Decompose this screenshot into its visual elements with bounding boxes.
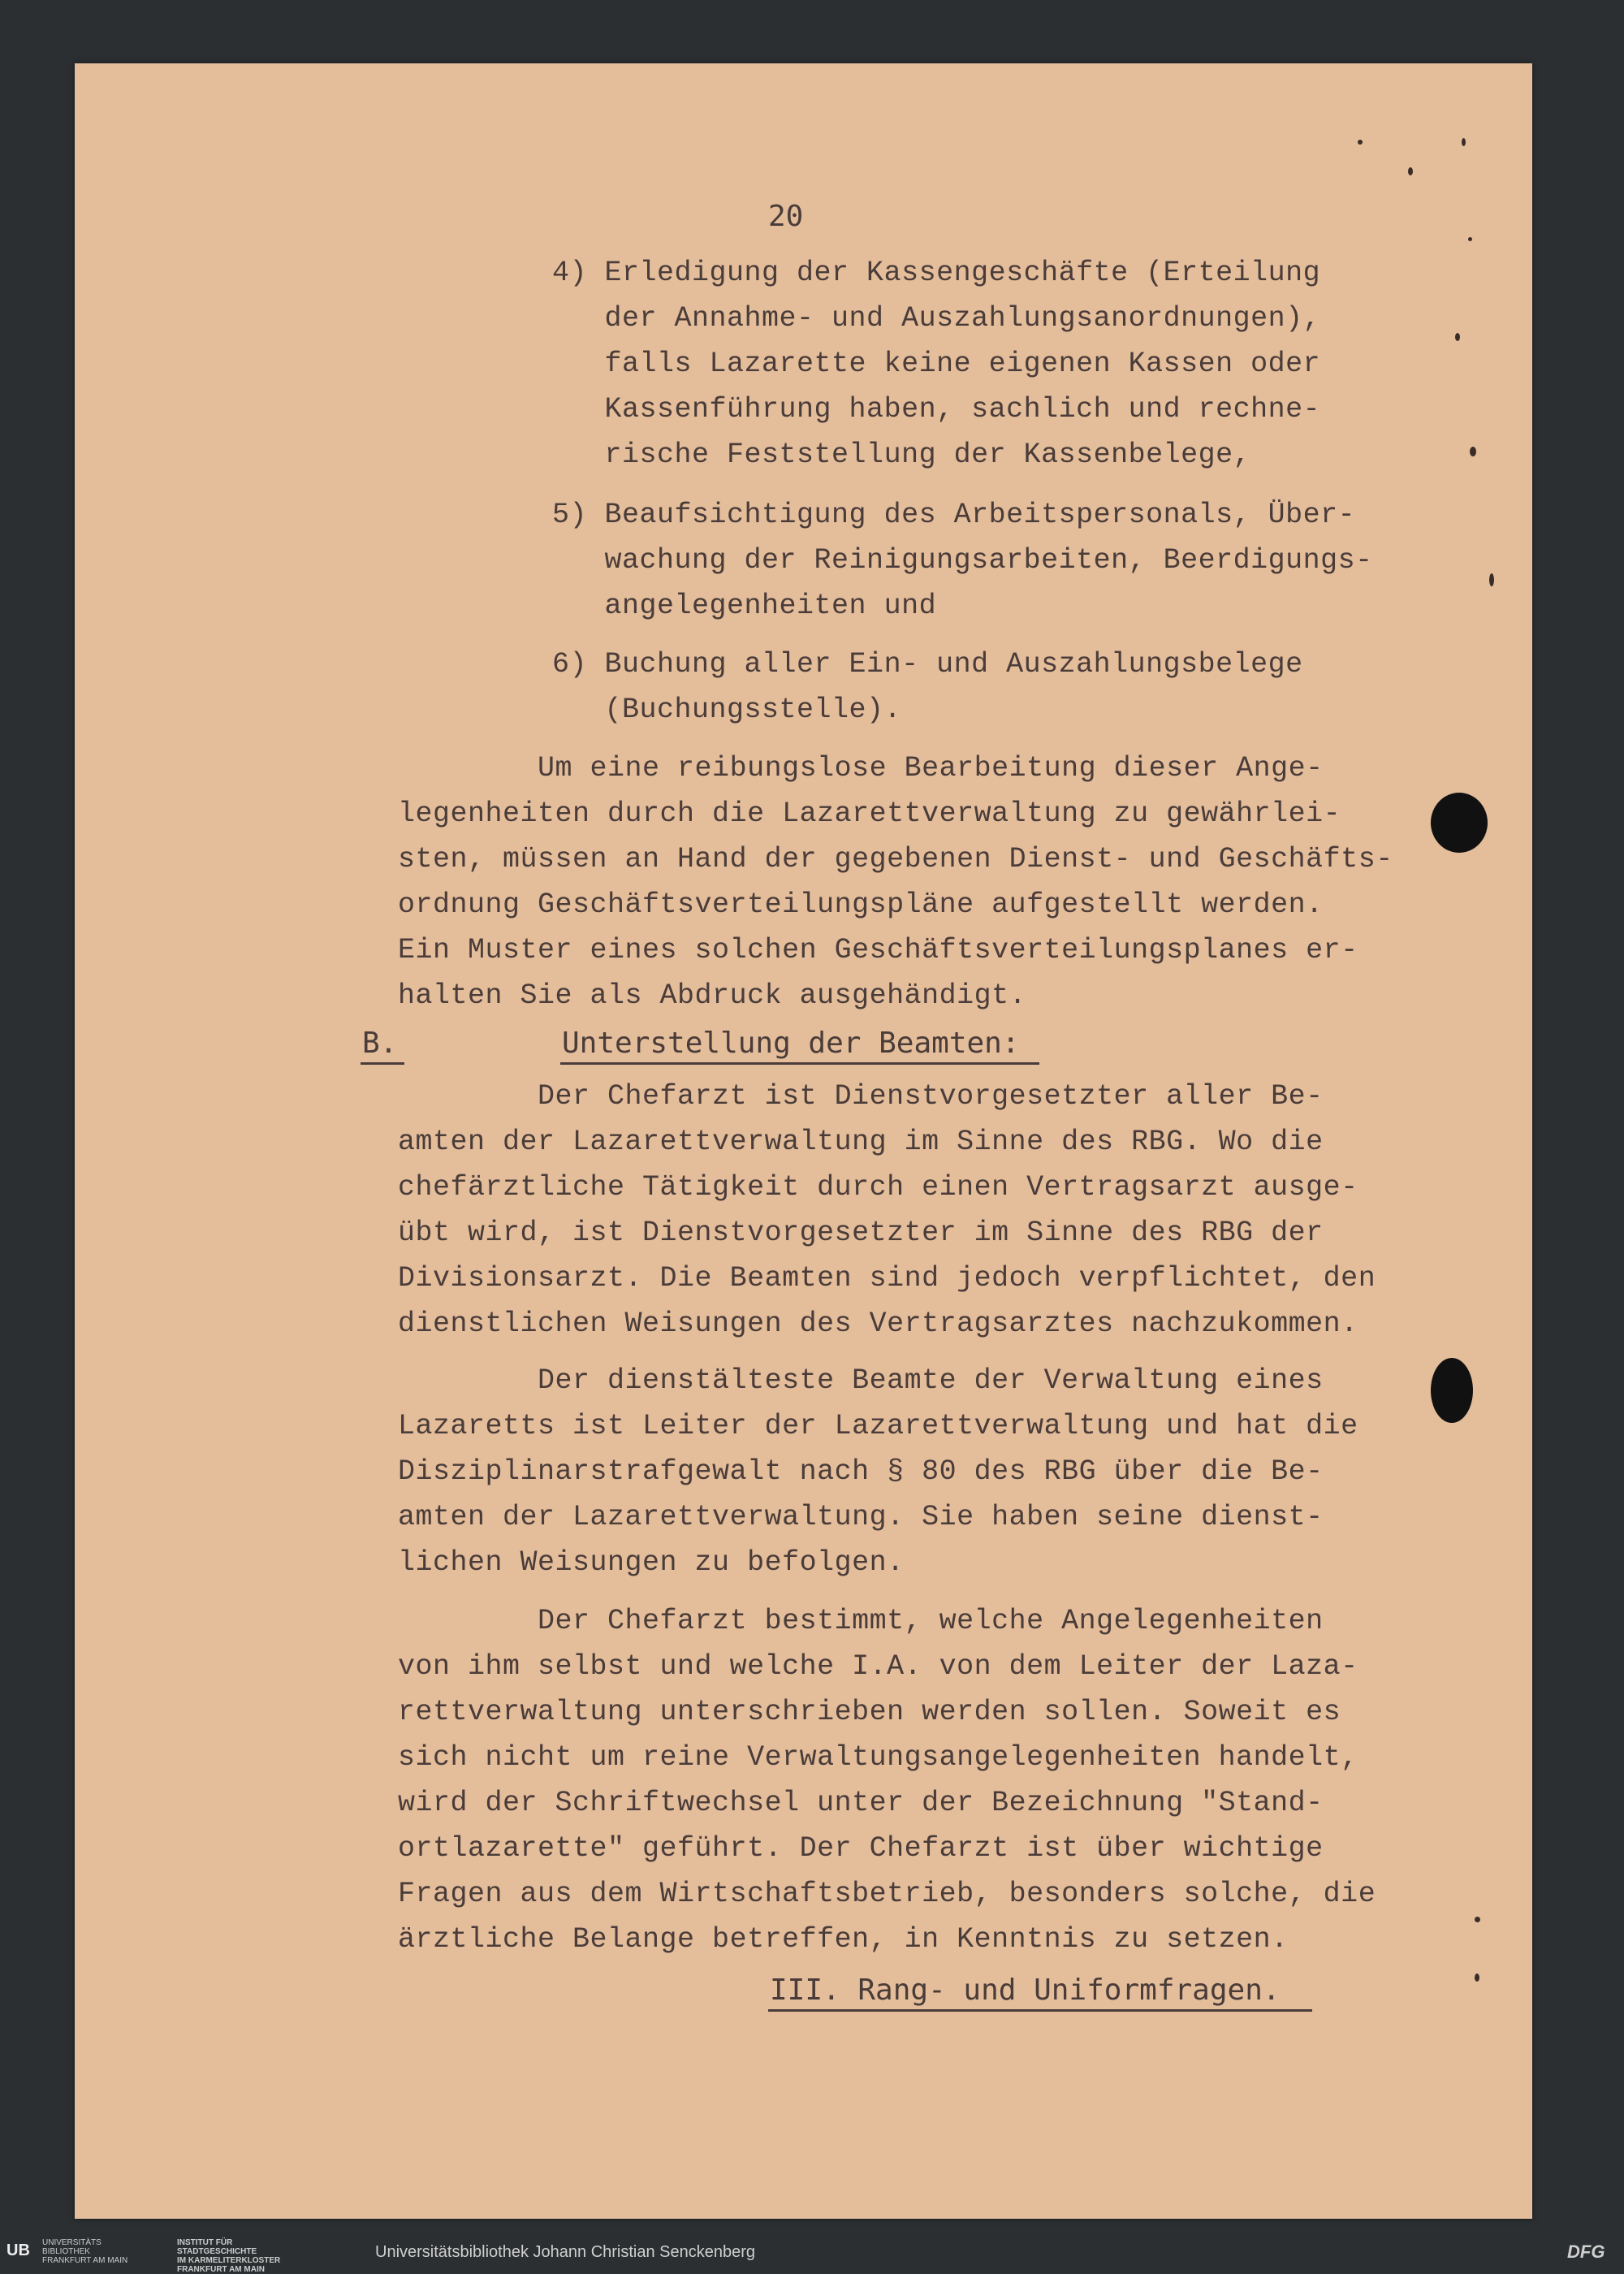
paper-speck <box>1408 167 1413 175</box>
paragraph-unterschrift: Der Chefarzt bestimmt, welche Angelegenheiten von ihm selbst und welche I.A. von dem Leiter der Laza- rettverwaltung unterschrieben werden sollen. Soweit es sich nicht um reine Verwaltungsangelegenheiten handelt, wird der Schriftwechsel unter der Bezeichnung "Stand- ortlazarette" geführt. Der Chefarzt ist über wichtige Fragen aus dem Wirtschaftsbetrieb, besonders solche, die ärztliche Belange betreffen, in Kenntnis zu setzen. <box>398 1605 1376 1956</box>
ub-logo: UB <box>6 2242 30 2259</box>
paper-speck <box>1468 237 1472 241</box>
section-iii-underline <box>768 2009 1312 2012</box>
section-b-heading-underline <box>560 1062 1039 1065</box>
paper-speck <box>1475 1917 1480 1922</box>
paper-speck <box>1358 140 1363 145</box>
punch-hole-bottom <box>1431 1358 1473 1423</box>
ub-logo-text: UNIVERSITÄTS BIBLIOTHEK FRANKFURT AM MAIN <box>42 2238 128 2265</box>
paper-speck <box>1455 333 1460 341</box>
list-item-6: 6) Buchung aller Ein- und Auszahlungsbelege (Buchungsstelle). <box>552 648 1303 726</box>
section-b-label: B. <box>362 1027 398 1060</box>
paragraph-chefarzt: Der Chefarzt ist Dienstvorgesetzter aller Be- amten der Lazarettverwaltung im Sinne des RBG. Wo die chefärztliche Tätigkeit durch einen Vertragsarzt ausge- übt wird, ist Dienstvorgesetzter im Sinne des RBG der Divisionsarzt. Die Beamten sind jedoch verpflichtet, den dienstlichen Weisungen des Vertragsarztes nachzukommen. <box>398 1080 1376 1340</box>
footer-bar <box>0 2233 1624 2274</box>
paper-speck <box>1475 1974 1479 1982</box>
paragraph-workflow: Um eine reibungslose Bearbeitung dieser Ange- legenheiten durch die Lazarettverwaltung zu gewährlei- sten, müssen an Hand der gegebenen Dienst- und Geschäfts- ordnung Geschäftsverteilungspläne aufgestellt werden. Ein Muster eines solchen Geschäftsverteilungsplanes er- halten Sie als Abdruck ausgehändigt. <box>398 752 1393 1012</box>
paper-speck <box>1462 138 1466 146</box>
dfg-logo: DFG <box>1567 2242 1605 2262</box>
library-name: Universitätsbibliothek Johann Christian Senckenberg <box>375 2243 756 2261</box>
paper-speck <box>1489 573 1494 586</box>
page-number: 20 <box>768 200 804 233</box>
section-b-label-underline <box>361 1062 404 1065</box>
isg-logo-text: INSTITUT FÜR STADTGESCHICHTE IM KARMELITERKLOSTER FRANKFURT AM MAIN <box>177 2238 281 2274</box>
section-iii-heading: III. Rang- und Uniformfragen. <box>770 1974 1281 2007</box>
list-item-5: 5) Beaufsichtigung des Arbeitspersonals, Über- wachung der Reinigungsarbeiten, Beerdigungs- angelegenheiten und <box>552 499 1373 622</box>
punch-hole-top <box>1431 793 1488 853</box>
list-item-4: 4) Erledigung der Kassengeschäfte (Erteilung der Annahme- und Auszahlungsanordnungen), falls Lazarette keine eigenen Kassen oder Kassenführung haben, sachlich und rechne- rische Feststellung der Kassenbelege, <box>552 257 1321 471</box>
paragraph-dienstaelteste: Der dienstälteste Beamte der Verwaltung eines Lazaretts ist Leiter der Lazarettverwaltung und hat die Disziplinarstrafgewalt nach § 80 des RBG über die Be- amten der Lazarettverwaltung. Sie haben seine dienst- lichen Weisungen zu befolgen. <box>398 1364 1358 1579</box>
paper-speck <box>1470 447 1476 456</box>
section-b-heading: Unterstellung der Beamten: <box>562 1027 1020 1060</box>
